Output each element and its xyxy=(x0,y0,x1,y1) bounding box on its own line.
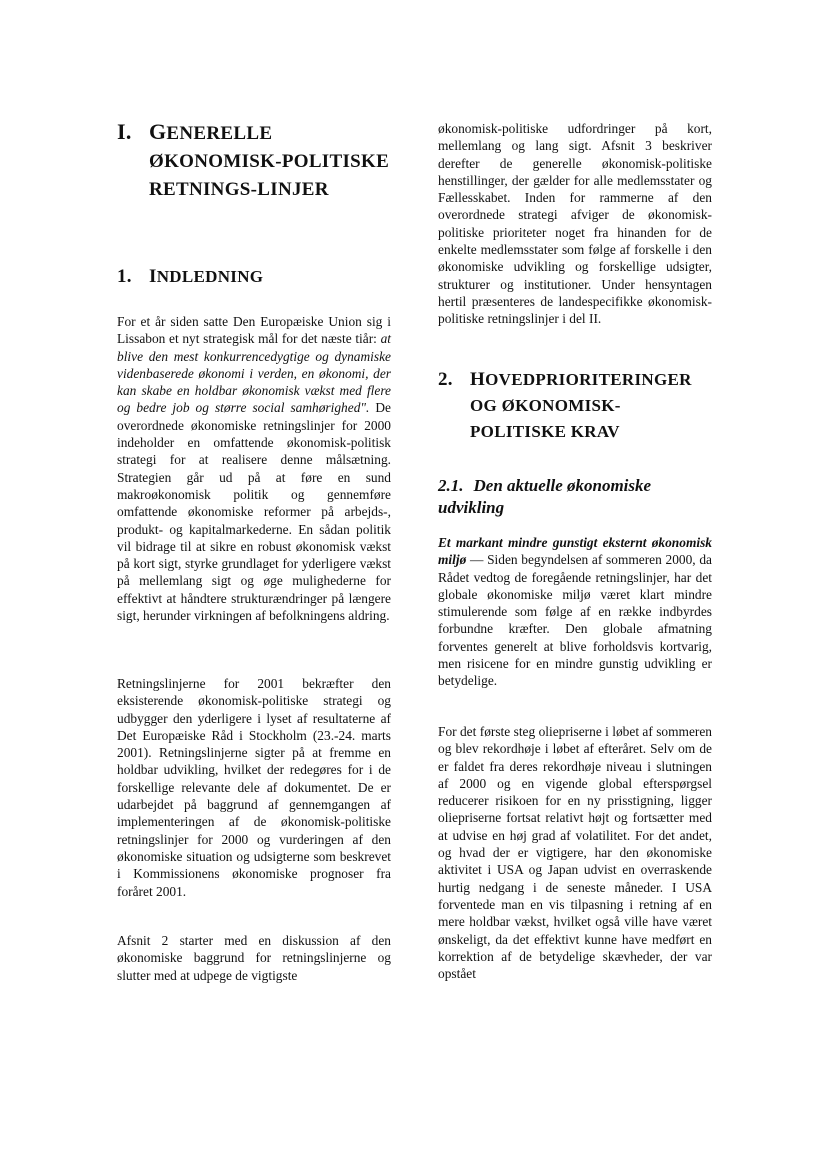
section-1-number: 1. xyxy=(117,266,132,287)
section-2-heading xyxy=(438,367,712,445)
section-2-title: OVEDPRIORITERINGER OG ØKONOMISK-POLITISKE KRAV xyxy=(470,370,692,441)
paragraph-oil-prices: For det første steg oliepriserne i løbet af sommeren og blev rekordhøje i løbet af efteråret. Selv om de er faldet fra deres rekordhøje niveau i slutningen af 2000 og en vigende global efterspørgsel reducerer risikoen for en ny prisstigning, ligger oliepriserne fortsat relativt højt og fortsætter med at udvise en høj grad af volatilitet. For det andet, og hvad der er vigtigere, har den økonomiske aktivitet i USA og Japan udvist en overraskende hurtig nedgang i de seneste måneder. I USA forventede man en vis tilpasning i retning af en mere holdbar vækst, hvilket også ville have været ønskeligt, da det effektivt kunne have medført en korrektion af de betydelige skævheder, der var opstået xyxy=(438,724,712,982)
chapter-title-initial: G xyxy=(149,119,167,144)
section-2-number: 2. xyxy=(438,369,453,390)
section-1-title-initial: I xyxy=(149,266,157,287)
paragraph-lead-in: Et markant mindre gunstigt eksternt økonomisk miljø xyxy=(438,535,712,568)
section-2-1-heading xyxy=(438,475,712,519)
chapter-heading xyxy=(117,118,391,204)
section-1-heading xyxy=(117,264,391,290)
paragraph-intro: For et år siden satte Den Europæiske Union sig i Lissabon et nyt strategisk mål for det næste tiår: at blive den mest konkurrencedygtige og dynamiske videnbaserede økonomi i verden, en økonomi, der kan skabe en holdbar økonomisk vækst med flere og bedre job og større social samhørighed". De overordnede økonomiske retningslinjer for 2000 indeholder en omfattende økonomisk-politisk strategi for at realisere denne målsætning. Strategien går ud på at føre en sund makroøkonomisk politik og gennemføre omfattende økonomiske reformer på arbejds-, produkt- og kapitalmarkederne. En sådan politik vil bidrage til at sikre en robust økonomisk vækst på kort sigt, styrke grundlaget for yderligere vækst på mellemlang sigt og øge mulighederne for effektivt at håndtere strukturændringer på længere sigt, herunder virkningen af befolkningens aldring. xyxy=(117,314,391,624)
section-2-1-number: 2.1. xyxy=(438,476,464,495)
lisbon-goal-quote: at blive den mest konkurrencedygtige og dynamiske videnbaserede økonomi i verden, en økonomi, der kan skabe en holdbar økonomisk vækst med flere og bedre job og større social samhørighed". xyxy=(117,331,391,416)
paragraph-section-overview: Afsnit 2 starter med en diskussion af den økonomiske baggrund for retningslinjerne og slutter med at udpege de vigtigste xyxy=(117,933,391,983)
section-2-title-initial: H xyxy=(470,369,486,390)
chapter-title: ENERELLE ØKONOMISK-POLITISKE RETNINGS-LINJER xyxy=(149,123,390,200)
paragraph-section-overview-cont: økonomisk-politiske udfordringer på kort, mellemlang og lang sigt. Afsnit 3 beskriver derefter de generelle økonomisk-politiske henstillinger, der gælder for alle medlemsstater og Fællesskabet. Inden for rammerne af den overordnede strategi afviger de økonomisk-politiske prioriteter noget fra hinanden for de enkelte medlemsstater som følge af forskelle i den økonomiske udvikling og forskellige udsigter, strukturer og institutioner. Under hensyntagen hertil præsenteres de landespecifikke økonomisk-politiske retningslinjer i del II. xyxy=(438,121,712,327)
section-2-1-title: Den aktuelle økonomiske udvikling xyxy=(438,476,652,517)
paragraph-external-environment: Et markant mindre gunstigt eksternt økonomisk miljø — Siden begyndelsen af sommeren 2000, da Rådet vedtog de foregående retningslinjer, har det globale økonomiske miljø været klart mindre stimulerende som følge af en række indbyrdes forbundne kræfter. Den globale afmatning forventes generelt at blive forholdsvis kortvarig, men risicene for en mindre gunstig udvikling er betydelige. xyxy=(438,535,712,689)
chapter-number: I. xyxy=(117,119,132,144)
paragraph-guidelines-2001: Retningslinjerne for 2001 bekræfter den eksisterende økonomisk-politiske strategi og udbygger den yderligere i lyset af resultaterne af Det Europæiske Råd i Stockholm (23.-24. marts 2001). Retningslinjerne sigter på at fremme en holdbar udvikling, hvilket der redegøres for i de forskellige relevante dele af dokumentet. De er udarbejdet på baggrund af gennemgangen af implementeringen af de økonomisk-politiske retningslinjer for 2000 og vurderingen af den økonomiske situation og udsigterne som beskrevet i Kommissionens økonomiske prognoser fra foråret 2001. xyxy=(117,676,391,899)
section-1-title: NDLEDNING xyxy=(156,267,264,286)
